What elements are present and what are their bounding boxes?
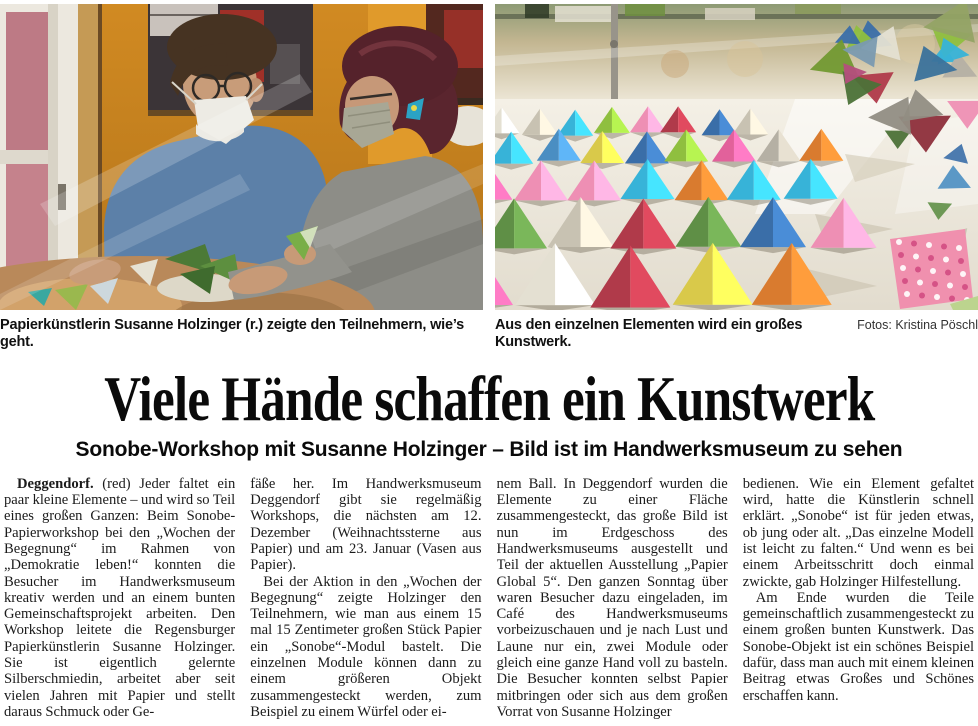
dateline: Deggendorf. <box>17 475 94 492</box>
paragraph: bedienen. Wie ein Element gefaltet wird, hatte die Künstlerin schnell erklärt. „Sonobe“ ist für jeden etwas, ob jung oder alt. „Das einzelne Modell ist leicht zu falten.“ Und wenn es bei einem Arbeitsschritt doch einmal zwickte, gab Holzinger Hilfestellung. <box>742 475 974 590</box>
photo-credit: Fotos: Kristina Pöschl <box>857 318 978 332</box>
photo-left-illustration <box>0 4 483 310</box>
caption-row <box>0 317 978 352</box>
article-body <box>0 476 978 726</box>
pink-paper-sheet <box>890 229 973 309</box>
article-column-4 <box>743 476 974 726</box>
article-column-1 <box>4 476 235 726</box>
photo-right-caption: Aus den einzelnen Elementen wird ein großes Kunstwerk. <box>495 317 803 351</box>
caption-cell-right <box>495 317 978 352</box>
headline-text: Viele Hände schaffen ein Kunstwerk <box>103 362 875 434</box>
photo-right-illustration <box>495 4 978 310</box>
photo-left-caption: Papierkünstlerin Susanne Holzinger (r.) zeigte den Teilnehmern, wie’s geht. <box>0 317 465 351</box>
photo-right-artwork <box>495 4 978 310</box>
photo-left-workshop <box>0 4 483 310</box>
article-column-2 <box>250 476 481 726</box>
photo-row <box>0 0 978 310</box>
article-column-3 <box>497 476 728 726</box>
paragraph: Deggendorf. (red) Jeder faltet ein paar kleine Elemente – und wird so Teil eines großen Ganzen: Beim Sonobe-Papierworkshop bei den „Wochen der Begegnung“ im Rahmen von „Demokratie leben!“ konnten die Besucher im Handwerksmuseum kreativ werden und an einem bunten Gemeinschaftsprojekt arbeiten. Den Workshop leitete die Regensburger Papierkünstlerin Susanne Holzinger. Sie ist eigentlich gelernte Silberschmiedin, arbeitet aber seit vielen Jahren mit Papier und stellt daraus Schmuck oder Ge- <box>4 475 236 720</box>
paragraph: Am Ende wurden die Teile gemeinschaftlich zusammengesteckt zu einem großen bunten Kunstwerk. Das Sonobe-Objekt ist ein schönes Beispiel dafür, dass man auch mit einem kleinen Beitrag etwas Großes und Schönes erschaffen kann. <box>742 589 974 704</box>
headline <box>0 362 978 434</box>
paragraph: Bei der Aktion in den „Wochen der Begegnung“ zeigte Holzinger den Teilnehmern, wie man aus einem 15 mal 15 Zentimeter großen Stück Papier ein „Sonobe“-Modul bastelt. Die einzelnen Module können dann zu einem größeren Objekt zusammengesteckt werden, zum Beispiel zu einem Würfel oder ei- <box>250 573 482 720</box>
paragraph: nem Ball. In Deggendorf wurden die Elemente zu einer Fläche zusammengesteckt, das große Bild ist nun im Erdgeschoss des Handwerksmuseums ausgestellt und Teil der aktuellen Ausstellung „Papier Global 5“. Den ganzen Sonntag über waren Besucher dazu eingeladen, im Café des Handwerksmuseums vorbeizuschauen und je nach Lust und Laune nur ein, zwei Module oder gleich eine ganze Hand voll zu basteln. Die Besucher konnten selbst Papier mitbringen oder sich aus dem großen Vorrat von Susanne Holzinger <box>496 475 728 720</box>
subheadline: Sonobe-Workshop mit Susanne Holzinger – Bild ist im Handwerksmuseum zu sehen <box>75 437 903 461</box>
caption-cell-left <box>0 317 483 352</box>
paragraph: fäße her. Im Handwerksmuseum Deggendorf gibt sie regelmäßig Workshops, die nächsten am 12. Dezember (Weihnachtssterne aus Papier) und am 23. Januar (Vasen aus Papier). <box>250 475 482 574</box>
